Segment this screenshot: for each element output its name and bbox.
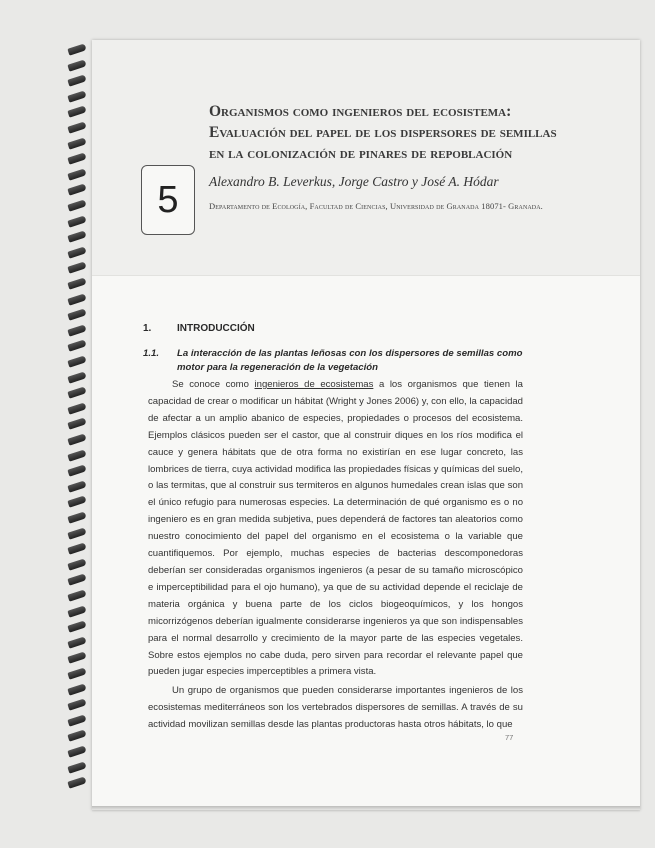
paragraph-1-lead: Se conoce como <box>172 379 255 390</box>
binding-ring <box>67 215 86 227</box>
binding-ring <box>67 652 86 664</box>
binding-ring <box>67 433 86 445</box>
subsection-number: 1.1. <box>143 348 160 359</box>
authors: Alexandro B. Leverkus, Jorge Castro y José A. Hódar <box>209 174 499 189</box>
affiliation: Departamento de Ecología, Facultad de Ciencias, Universidad de Granada 18071- Granada. <box>209 201 543 211</box>
binding-ring <box>67 683 86 695</box>
binding-ring <box>67 543 86 555</box>
binding-ring <box>67 636 86 648</box>
binding-ring <box>67 418 86 430</box>
chapter-number-box <box>141 165 195 235</box>
binding-ring <box>67 761 86 773</box>
page-bottom-shadow <box>92 806 640 812</box>
section-heading <box>143 323 255 334</box>
chapter-title <box>209 101 589 164</box>
binding-ring <box>67 371 86 383</box>
binding-ring <box>67 168 86 180</box>
binding-ring <box>67 59 86 71</box>
binding-ring <box>67 184 86 196</box>
binding-ring <box>67 527 86 539</box>
binding-ring <box>67 699 86 711</box>
subsection-title: La interacción de las plantas leñosas con los dispersores de semillas como motor para la regeneración de la vegetación <box>177 348 523 373</box>
highlighted-term: ingenieros de ecosistemas <box>254 379 374 390</box>
binding-ring <box>67 231 86 243</box>
binding-ring <box>67 293 86 305</box>
section-title: INTRODUCCIÓN <box>177 323 255 334</box>
section-number: 1. <box>143 323 152 334</box>
subsection-heading <box>143 347 533 375</box>
binding-ring <box>67 43 86 55</box>
binding-ring <box>67 75 86 87</box>
binding-ring <box>67 277 86 289</box>
binding-ring <box>67 340 86 352</box>
binding-ring <box>67 730 86 742</box>
binding-ring <box>67 667 86 679</box>
binding-ring <box>67 121 86 133</box>
binding-ring <box>67 496 86 508</box>
binding-ring <box>67 745 86 757</box>
paragraph-1-rest: a los organismos que tienen la capacidad de crear o modificar un hábitat (Wright y Jones 2006) y, con ello, la capacidad de afectar a un amplio abanico de especies, propiedades o procesos del ecosistema. Ejemplos clásicos pueden ser el castor, que al construir diques en los ríos modifica el cauce y genera hábitats que de otra forma no existirían en ese lugar concreto, las lombrices de tierra, cuya actividad modifica las propiedades físicas y químicas del suelo, o las termitas, que al construir sus termiteros en algunos humedales crean islas que son el único refugio para numerosas especies. La determinación de qué organismo es o no ingeniero es en gran medida subjetiva, pues dependerá de factores tan aleatorios como nuestro conocimiento del papel del organismo en el ecosistema o la variable que cuantifiquemos. Por ejemplo, muchas especies de bacterias descomponedoras deberían ser consideradas organismos ingenieros (a pesar de su tamaño microscópico e imperceptibilidad para el ojo humano), ya que de su actividad depende el reciclaje de materia orgánica y buena parte de los ciclos biogeoquímicos, y los hongos micorrizógenos deberían igualmente considerarse ingenieros ya que son indispensables para el normal desarrollo y crecimiento de la mayor parte de las especies vegetales. Sobre estos ejemplos no cabe duda, pero sirven para recordar el relevante papel que pueden jugar especies imperceptibles a primera vista. <box>148 379 523 678</box>
chapter-number: 5 <box>157 178 179 221</box>
binding-ring <box>67 449 86 461</box>
binding-ring <box>67 621 86 633</box>
binding-ring <box>67 558 86 570</box>
binding-ring <box>67 605 86 617</box>
chapter-title-line-1: Organismos como ingenieros del ecosistema: <box>209 103 512 120</box>
binding-ring <box>67 262 86 274</box>
binding-ring <box>67 480 86 492</box>
binding-ring <box>67 153 86 165</box>
binding-ring <box>67 106 86 118</box>
paragraph-2: Un grupo de organismos que pueden considerarse importantes ingenieros de los ecosistemas mediterráneos son los vertebrados dispersores de semillas. A través de su actividad movilizan semillas desde las plantas productoras hasta otros hábitats, lo que <box>148 685 523 730</box>
binding-ring <box>67 199 86 211</box>
binding-ring <box>67 90 86 102</box>
binding-ring <box>67 387 86 399</box>
spiral-binding <box>62 40 92 800</box>
binding-ring <box>67 355 86 367</box>
paragraph-1 <box>148 377 523 681</box>
binding-ring <box>67 574 86 586</box>
binding-ring <box>67 777 86 789</box>
chapter-title-line-3: en la colonización de pinares de repoblación <box>209 145 513 162</box>
binding-ring <box>67 402 86 414</box>
binding-ring <box>67 246 86 258</box>
page-number: 77 <box>505 733 514 742</box>
binding-ring <box>67 511 86 523</box>
binding-ring <box>67 137 86 149</box>
binding-ring <box>67 589 86 601</box>
binding-ring <box>67 324 86 336</box>
binding-ring <box>67 309 86 321</box>
binding-ring <box>67 714 86 726</box>
chapter-title-line-2: Evaluación del papel de los dispersores de semillas <box>209 124 557 141</box>
binding-ring <box>67 465 86 477</box>
